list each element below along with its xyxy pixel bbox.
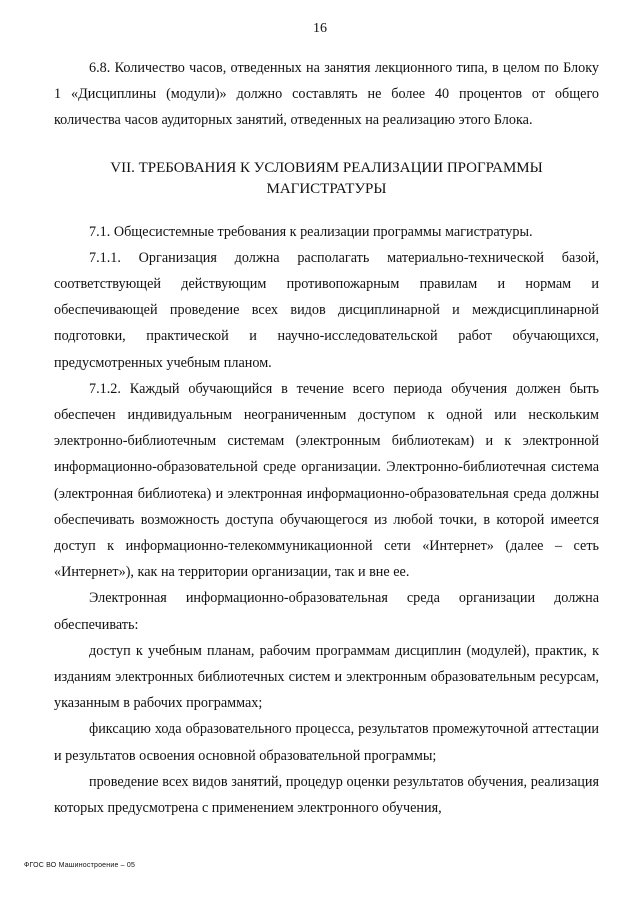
paragraph-7-1: 7.1. Общесистемные требования к реализации программы магистратуры. bbox=[89, 223, 533, 240]
footer-label: ФГОС ВО Машиностроение – 05 bbox=[24, 862, 136, 869]
paragraph-7-1-1: 7.1.1. Организация должна располагать материально-технической базой, соответствующей действующим противопожарным правилам и нормам и обеспечивающей проведение всех видов дисциплинарной и междисциплинарной подготовки, практической и научно-исследовательской работ обучающихся, предусмотренных учебным планом. bbox=[54, 249, 599, 371]
section-title: VII. ТРЕБОВАНИЯ К УСЛОВИЯМ РЕАЛИЗАЦИИ ПРОГРАММЫ МАГИСТРАТУРЫ bbox=[110, 159, 543, 197]
paragraph-6-8: 6.8. Количество часов, отведенных на занятия лекционного типа, в целом по Блоку 1 «Дисциплины (модули)» должно составлять не более 40 процентов от общего количества часов аудиторных занятий, отведенных на реализацию этого Блока. bbox=[54, 60, 599, 129]
paragraph-eios-requirements: Электронная информационно-образовательная среда организации должна обеспечивать: bbox=[54, 590, 599, 633]
paragraph-conduct: проведение всех видов занятий, процедур оценки результатов обучения, реализация которых предусмотрена с применением электронного обучения, bbox=[54, 773, 599, 817]
document-body bbox=[54, 55, 599, 821]
paragraph-7-1-2: 7.1.2. Каждый обучающийся в течение всего периода обучения должен быть обеспечен индивидуальным неограниченным доступом к одной или нескольким электронно-библиотечным системам (электронным библиотекам) и к электронной информационно-образовательной среде организации. Электронно-библиотечная система (электронная библиотека) и электронная информационно-образовательная среда должны обеспечивать возможность доступа обучающегося из любой точки, в которой имеется доступ к информационно-телекоммуникационной сети «Интернет» (далее – сеть «Интернет»), как на территории организации, так и вне ее. bbox=[54, 380, 599, 581]
page-number: 16 bbox=[313, 21, 327, 36]
paragraph-access: доступ к учебным планам, рабочим программам дисциплин (модулей), практик, к изданиям электронных библиотечных систем и электронным образовательным ресурсам, указанным в рабочих программах; bbox=[54, 642, 599, 712]
paragraph-fixation: фиксацию хода образовательного процесса, результатов промежуточной аттестации и результатов освоения основной образовательной программы; bbox=[54, 721, 599, 764]
